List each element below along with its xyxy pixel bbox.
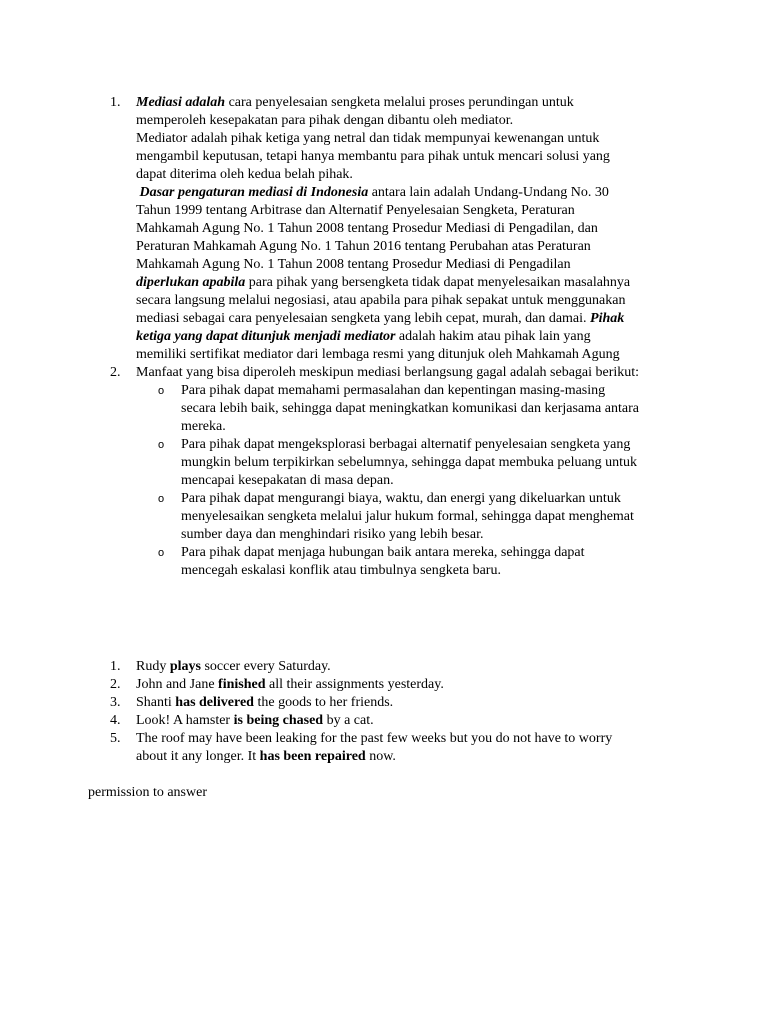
emphasized-text: has delivered xyxy=(175,695,254,710)
text-run: about it any longer. It xyxy=(136,749,260,764)
paragraph-line xyxy=(136,202,575,220)
paragraph-line xyxy=(136,292,625,310)
footer-note: permission to answer xyxy=(88,785,207,800)
emphasized-text: ketiga yang dapat ditunjuk menjadi mediator xyxy=(136,329,396,344)
emphasized-text: is being chased xyxy=(233,713,324,728)
text-run: by a cat. xyxy=(323,713,374,728)
emphasized-text: plays xyxy=(169,659,201,674)
paragraph-line xyxy=(136,112,513,130)
list-number: 3. xyxy=(110,695,121,710)
bullet-line: Para pihak dapat mengurangi biaya, waktu, dan energi yang dikeluarkan untuk xyxy=(181,491,621,506)
paragraph-line xyxy=(136,256,571,274)
list-number: 2. xyxy=(110,677,121,692)
bullet-line: Para pihak dapat menjaga hubungan baik antara mereka, sehingga dapat xyxy=(181,545,585,560)
bullet-line: mencegah eskalasi konflik atau timbulnya sengketa baru. xyxy=(181,563,501,578)
text-run: Look! A hamster xyxy=(136,713,234,728)
list-number: 1. xyxy=(110,659,121,674)
paragraph-line xyxy=(136,220,598,238)
emphasized-text: finished xyxy=(218,677,266,692)
bullet-line: mereka. xyxy=(181,419,226,434)
emphasized-text: Mediasi adalah xyxy=(136,95,226,110)
list-number: 2. xyxy=(110,365,121,380)
text-run: cara penyelesaian sengketa melalui proses perundingan untuk xyxy=(225,95,574,110)
text-run: John and Jane xyxy=(136,677,219,692)
bullet-line: sumber daya dan menghindari risiko yang lebih besar. xyxy=(181,527,484,542)
sentence-line xyxy=(136,676,444,694)
text-run: Rudy xyxy=(136,659,170,674)
text-run: Mahkamah Agung No. 1 Tahun 2008 tentang Prosedur Mediasi di Pengadilan, dan xyxy=(136,221,598,236)
paragraph-line xyxy=(136,274,630,292)
text-run: memperoleh kesepakatan para pihak dengan dibantu oleh mediator. xyxy=(136,113,514,128)
text-run: antara lain adalah Undang-Undang No. 30 xyxy=(368,185,609,200)
sentence-line xyxy=(136,658,331,676)
bullet-marker: o xyxy=(158,439,165,451)
bullet-line: menyelesaikan sengketa melalui jalur hukum formal, sehingga dapat menghemat xyxy=(181,509,634,524)
paragraph-line xyxy=(136,94,574,112)
sentence-line xyxy=(136,712,374,730)
bullet-line: Para pihak dapat memahami permasalahan dan kepentingan masing-masing xyxy=(181,383,606,398)
list-number: 5. xyxy=(110,731,121,746)
text-run: Peraturan Mahkamah Agung No. 1 Tahun 2016 tentang Perubahan atas Peraturan xyxy=(136,239,591,254)
list-number: 1. xyxy=(110,95,121,110)
text-run: Manfaat yang bisa diperoleh meskipun mediasi berlangsung gagal adalah sebagai berikut: xyxy=(136,365,640,380)
paragraph-line xyxy=(136,346,620,364)
emphasized-text: Pihak xyxy=(590,311,625,326)
bullet-marker: o xyxy=(158,493,165,505)
emphasized-text: diperlukan apabila xyxy=(136,275,246,290)
paragraph-line xyxy=(136,148,610,166)
text-run: memiliki sertifikat mediator dari lembaga resmi yang ditunjuk oleh Mahkamah Agung xyxy=(136,347,620,362)
text-run: para pihak yang bersengketa tidak dapat menyelesaikan masalahnya xyxy=(245,275,631,290)
text-run: mengambil keputusan, tetapi hanya membantu para pihak untuk mencari solusi yang xyxy=(136,149,610,164)
paragraph-line xyxy=(136,238,591,256)
bullet-line: mungkin belum terpikirkan sebelumnya, sehingga dapat membuka peluang untuk xyxy=(181,455,638,470)
text-run: Tahun 1999 tentang Arbitrase dan Alternatif Penyelesaian Sengketa, Peraturan xyxy=(136,203,575,218)
text-run: Mahkamah Agung No. 1 Tahun 2008 tentang Prosedur Mediasi di Pengadilan xyxy=(136,257,571,272)
text-run: soccer every Saturday. xyxy=(200,659,331,674)
sentence-line xyxy=(136,748,396,766)
paragraph-line xyxy=(136,310,624,328)
bullet-line: secara lebih baik, sehingga dapat meningkatkan komunikasi dan kerjasama antara xyxy=(181,401,639,416)
text-run: now. xyxy=(365,749,396,764)
text-run: adalah hakim atau pihak lain yang xyxy=(395,329,591,344)
paragraph-line xyxy=(136,184,609,202)
text-run: mediasi sebagai cara penyelesaian sengketa yang lebih cepat, murah, dan damai. xyxy=(136,311,591,326)
sentence-line xyxy=(136,730,612,748)
paragraph-line xyxy=(136,328,591,346)
text-run: Shanti xyxy=(136,695,176,710)
bullet-line: mencapai kesepakatan di masa depan. xyxy=(181,473,394,488)
text-run: secara langsung melalui negosiasi, atau apabila para pihak sepakat untuk menggunakan xyxy=(136,293,626,308)
list-number: 4. xyxy=(110,713,121,728)
emphasized-text: has been repaired xyxy=(259,749,366,764)
paragraph-line xyxy=(136,364,639,382)
bullet-marker: o xyxy=(158,385,165,397)
text-run: The roof may have been leaking for the past few weeks but you do not have to worry xyxy=(136,731,613,746)
paragraph-line xyxy=(136,130,599,148)
text-run: the goods to her friends. xyxy=(253,695,394,710)
text-run: all their assignments yesterday. xyxy=(265,677,444,692)
text-run: dapat diterima oleh kedua belah pihak. xyxy=(136,167,353,182)
bullet-line: Para pihak dapat mengeksplorasi berbagai alternatif penyelesaian sengketa yang xyxy=(181,437,631,452)
text-run: Mediator adalah pihak ketiga yang netral dan tidak mempunyai kewenangan untuk xyxy=(136,131,600,146)
bullet-marker: o xyxy=(158,547,165,559)
sentence-line xyxy=(136,694,393,712)
emphasized-text: Dasar pengaturan mediasi di Indonesia xyxy=(136,185,369,200)
paragraph-line xyxy=(136,166,353,184)
